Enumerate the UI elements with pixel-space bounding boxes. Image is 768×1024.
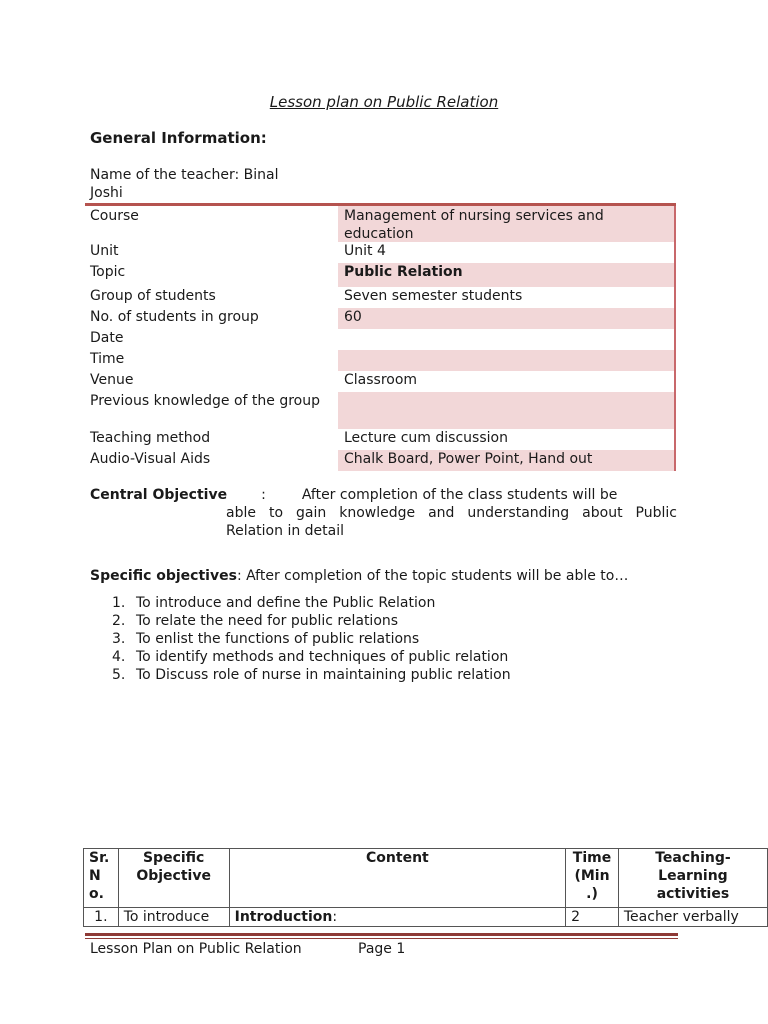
footer-page-number: Page 1: [358, 941, 406, 957]
info-label: Course: [90, 208, 139, 224]
list-item: 1. To introduce and define the Public Relation: [112, 595, 436, 611]
info-value: Unit 4: [344, 243, 386, 259]
footer-title: Lesson Plan on Public Relation: [90, 941, 302, 957]
list-item: 4. To identify methods and techniques of public relation: [112, 649, 509, 665]
info-label: Topic: [90, 264, 126, 280]
specific-objectives-lead: : After completion of the topic students will be able to…: [236, 568, 629, 584]
header-specific-objective: Specific Objective: [118, 849, 229, 908]
info-row-course: [85, 206, 676, 242]
info-row-group: [85, 287, 676, 308]
central-objective-text: After completion of the class students will be: [301, 487, 618, 503]
info-row-teaching-method: [85, 429, 676, 450]
header-content: Content: [229, 849, 566, 908]
info-value-cell: [338, 287, 676, 308]
info-value-cell: [338, 206, 676, 242]
info-label: Audio-Visual Aids: [90, 451, 211, 467]
content-label: Introduction: [234, 909, 333, 925]
info-label: Teaching method: [90, 430, 211, 446]
info-label: Previous knowledge of the group: [90, 393, 320, 409]
teacher-name: Name of the teacher: Binal Joshi: [90, 167, 279, 201]
central-objective: [90, 486, 677, 540]
info-value: Classroom: [344, 372, 418, 388]
lesson-plan-table: [83, 848, 768, 927]
list-item: 2. To relate the need for public relations: [112, 613, 399, 629]
info-label: Unit: [90, 243, 119, 259]
table-row: [84, 908, 768, 927]
info-value: Chalk Board, Power Point, Hand out: [344, 451, 593, 467]
info-value-cell: [338, 308, 676, 329]
cell-activity: Teacher verbally: [618, 908, 767, 927]
info-value: Seven semester students: [344, 288, 523, 304]
central-objective-heading: Central Objective: [90, 487, 228, 503]
specific-objectives-list: [112, 594, 511, 684]
header-activities: Teaching-Learning activities: [618, 849, 767, 908]
header-sr-no: Sr. N o.: [84, 849, 119, 908]
info-value: Management of nursing services and education: [344, 208, 604, 242]
info-row-previous-knowledge: [85, 392, 676, 429]
info-value-cell: [338, 450, 676, 471]
central-objective-separator: :: [261, 487, 266, 503]
info-label: Time: [90, 351, 125, 367]
info-value-cell: [338, 350, 676, 371]
content-suffix: :: [332, 909, 338, 925]
table-header-row: [84, 849, 768, 908]
cell-content: [229, 908, 566, 927]
specific-objectives-heading: Specific objectives: [90, 568, 237, 584]
info-value: Lecture cum discussion: [344, 430, 508, 446]
list-item: 5. To Discuss role of nurse in maintaining public relation: [112, 667, 511, 683]
cell-sr: 1.: [84, 908, 119, 927]
info-row-aids: [85, 450, 676, 471]
footer-rule-thin: [85, 938, 678, 939]
info-label: No. of students in group: [90, 309, 259, 325]
cell-objective: To introduce: [118, 908, 229, 927]
footer-rule: [85, 933, 678, 936]
info-value-cell: [338, 371, 676, 392]
info-value-cell: [338, 263, 676, 287]
info-label: Date: [90, 330, 124, 346]
info-value: 60: [344, 309, 362, 325]
info-label: Venue: [90, 372, 134, 388]
info-label: Group of students: [90, 288, 216, 304]
info-row-topic: [85, 263, 676, 287]
info-value-cell: [338, 329, 676, 350]
general-information-heading: General Information:: [90, 129, 267, 147]
central-objective-continuation: able to gain knowledge and understanding about Public Relation in detail: [226, 505, 677, 539]
info-row-venue: [85, 371, 676, 392]
info-value-cell: [338, 392, 676, 429]
info-value: Public Relation: [344, 264, 463, 280]
document-title: Lesson plan on Public Relation: [269, 93, 499, 111]
info-row-time: [85, 350, 676, 371]
specific-objectives-intro: [90, 567, 690, 585]
general-information-table: [85, 203, 676, 469]
info-row-count: [85, 308, 676, 329]
info-value-cell: [338, 242, 676, 263]
info-row-date: [85, 329, 676, 350]
info-value-cell: [338, 429, 676, 450]
header-time: Time (Min .): [566, 849, 619, 908]
info-row-unit: [85, 242, 676, 263]
list-item: 3. To enlist the functions of public relations: [112, 631, 420, 647]
cell-time: 2: [566, 908, 619, 927]
